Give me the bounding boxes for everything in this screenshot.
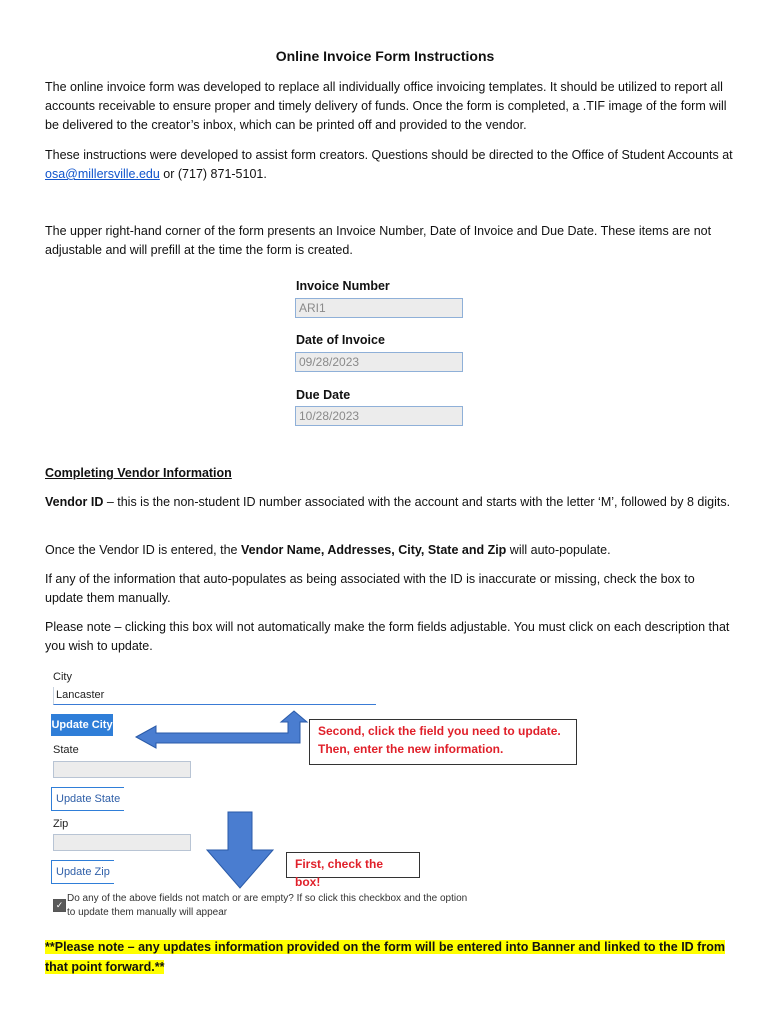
intro-paragraph: The online invoice form was developed to replace all individually office invoicing templates. It should be utilized to report all accounts receivable to ensure proper and timely delivery of funds. Once the form is completed, a .TIF image of the form will be delivered to the creator’s inbox, which can be printed off and provided to the vendor. [45, 80, 727, 132]
vendor-id-desc: – this is the non-student ID number associated with the account and starts with the letter ‘M’, followed by 8 digits. [103, 495, 731, 509]
note-paragraph: Please note – clicking this box will not automatically make the form fields adjustable. You must click on each description that you wish to update. [45, 620, 730, 653]
update-manually-checkbox[interactable]: ✓ [53, 899, 66, 912]
auto-text-end: will auto-populate. [506, 543, 611, 557]
date-of-invoice-field: 09/28/2023 [295, 352, 463, 372]
final-note [45, 937, 735, 977]
auto-text-start: Once the Vendor ID is entered, the [45, 543, 241, 557]
update-city-button[interactable]: Update City [51, 714, 113, 736]
due-date-field: 10/28/2023 [295, 406, 463, 426]
checkbox-label-line-1: Do any of the above fields not match or are empty? If so click this checkbox and the option [67, 893, 468, 904]
down-arrow-icon [207, 812, 273, 888]
contact-text-start: These instructions were developed to assist form creators. Questions should be directed to the Office of Student Accounts at [45, 148, 733, 162]
invoice-number-label: Invoice Number [296, 279, 390, 293]
vendor-section-heading: Completing Vendor Information [45, 466, 232, 480]
date-of-invoice-label: Date of Invoice [296, 333, 385, 347]
update-state-button[interactable]: Update State [51, 787, 124, 811]
check-box-paragraph: If any of the information that auto-populates as being associated with the ID is inaccurate or missing, check the box to update them manually. [45, 572, 695, 605]
callout-second-line-1: Second, click the field you need to update. [318, 724, 561, 738]
due-date-label: Due Date [296, 388, 351, 402]
invoice-header-paragraph: The upper right-hand corner of the form presents an Invoice Number, Date of Invoice and Due Date. These items are not adjustable and will prefill at the time the form is created. [45, 224, 712, 257]
city-field[interactable]: Lancaster [53, 687, 376, 705]
zip-label: Zip [53, 818, 69, 830]
contact-text-end: or (717) 871-5101. [159, 167, 267, 181]
page-title: Online Invoice Form Instructions [275, 48, 495, 64]
vendor-id-term: Vendor ID [45, 495, 104, 509]
callout-second-step [309, 719, 577, 765]
callout-second-line-2: Then, enter the new information. [318, 742, 504, 756]
invoice-number-field: ARI1 [295, 298, 463, 318]
update-zip-button[interactable]: Update Zip [51, 860, 114, 884]
left-elbow-arrow-icon [136, 711, 307, 748]
email-link[interactable]: osa@millersville.edu [45, 167, 160, 181]
checkbox-label-line-2: to update them manually will appear [67, 907, 228, 918]
callout-first-step: First, check the box! [286, 852, 420, 878]
final-note-highlight: **Please note – any updates information provided on the form will be entered into Banner and linked to the ID from that point forward.** [45, 940, 725, 974]
auto-text-bold: Vendor Name, Addresses, City, State and Zip [240, 543, 507, 557]
city-label: City [53, 671, 72, 683]
state-label: State [53, 744, 79, 756]
